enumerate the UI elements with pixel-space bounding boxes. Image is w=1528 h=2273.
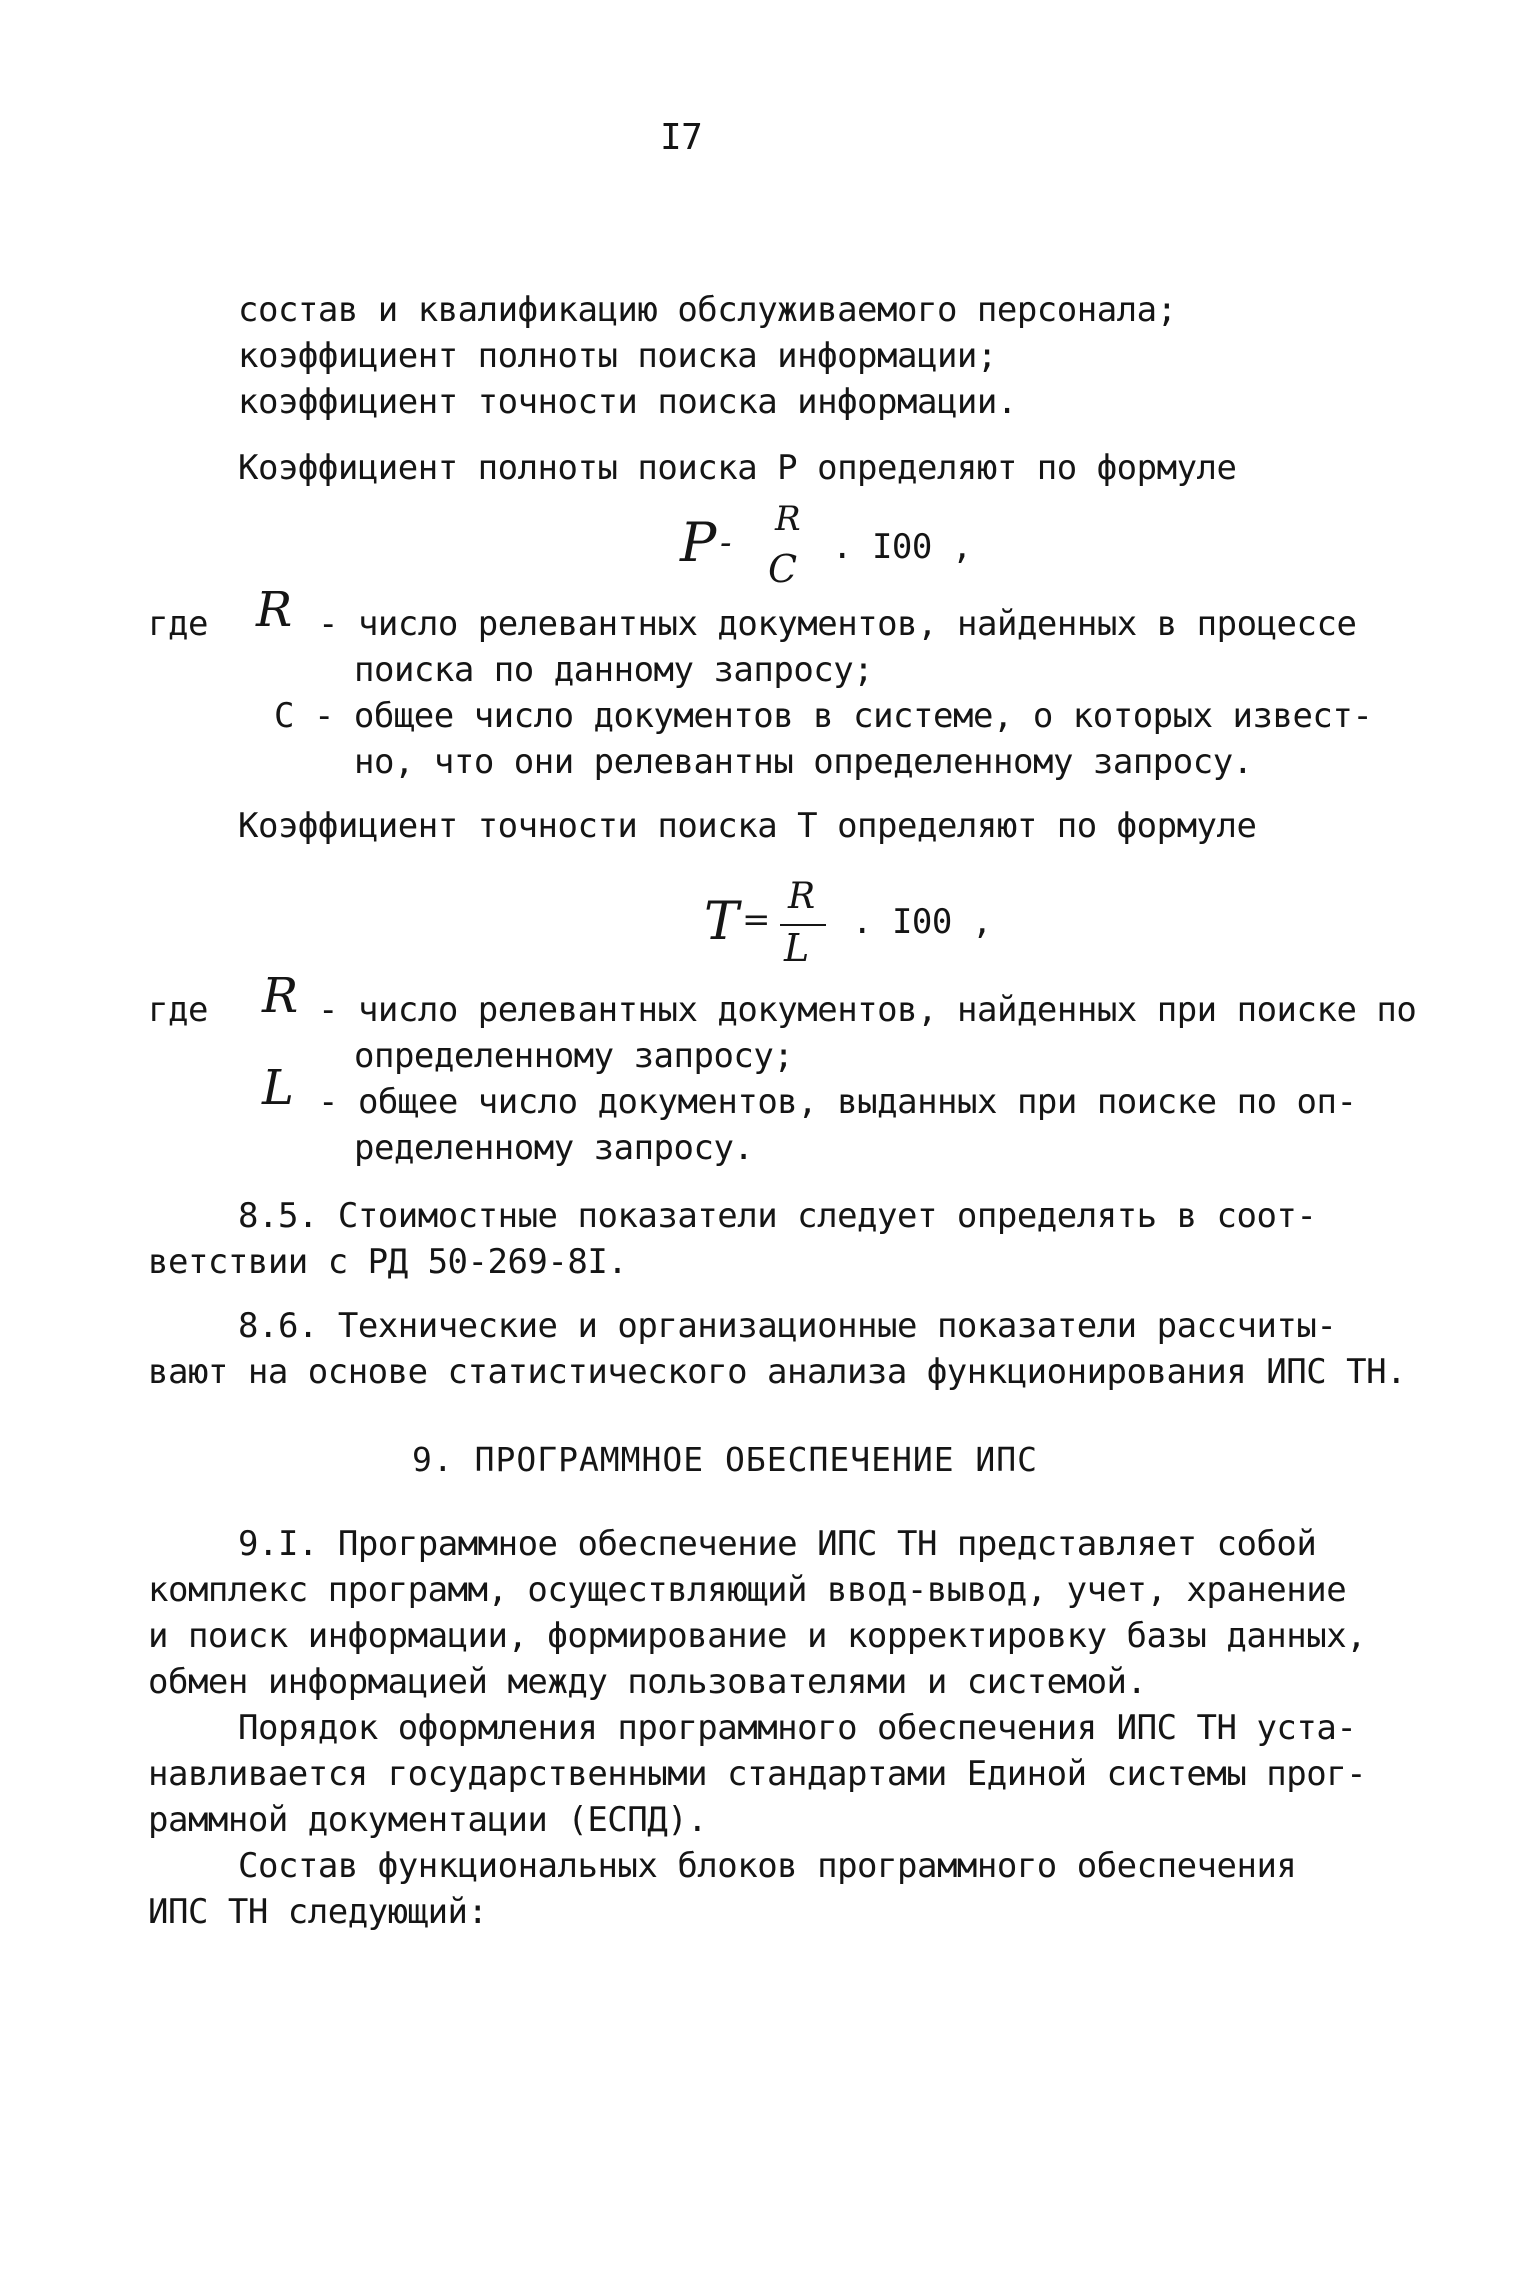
definition-line: - число релевантных документов, найденных в процессе <box>318 604 1357 644</box>
definition-line: - число релевантных документов, найденных при поиске по <box>318 990 1417 1030</box>
paragraph-line: Состав функциональных блоков программного обеспечения <box>238 1846 1297 1886</box>
formula-precision <box>704 876 1004 975</box>
symbol-l: L <box>262 1060 294 1116</box>
paragraph-line: обмен информацией между пользователями и системой. <box>148 1662 1147 1702</box>
formula-numerator: R <box>775 499 801 539</box>
paragraph-line: ветствии с РД 50-269-8I. <box>148 1242 628 1282</box>
formula-operator: = <box>742 900 771 940</box>
formula-operator: - <box>720 523 732 563</box>
paragraph-line: 8.6. Технические и организационные показатели рассчиты- <box>238 1306 1337 1346</box>
definition-line: ределенному запросу. <box>354 1128 754 1168</box>
paragraph-line: ИПС ТН следующий: <box>148 1892 488 1932</box>
paragraph-line: вают на основе статистического анализа функционирования ИПС ТН. <box>148 1352 1407 1392</box>
text-line: Коэффициент точности поиска Т определяют по формуле <box>238 806 1257 846</box>
formula-lhs: T <box>704 892 739 952</box>
formula-multiplier: . I00 , <box>852 902 992 942</box>
formula-completeness <box>680 499 980 595</box>
section-title: 9. ПРОГРАММНОЕ ОБЕСПЕЧЕНИЕ ИПС <box>412 1440 1039 1479</box>
symbol-r: R <box>262 968 298 1024</box>
definition-line: поиска по данному запросу; <box>354 650 874 690</box>
formula-denominator: L <box>784 926 810 970</box>
definition-line: определенному запросу; <box>354 1036 794 1076</box>
text-line: Коэффициент полноты поиска Р определяют по формуле <box>238 448 1237 488</box>
paragraph-line: 8.5. Стоимостные показатели следует определять в соот- <box>238 1196 1317 1236</box>
symbol-r: R <box>256 582 292 638</box>
paragraph-line: Порядок оформления программного обеспечения ИПС ТН уста- <box>238 1708 1357 1748</box>
formula-numerator: R <box>788 876 816 917</box>
text-line: коэффициент точности поиска информации. <box>238 382 1017 422</box>
text-line: состав и квалификацию обслуживаемого персонала; <box>238 290 1177 330</box>
paragraph-line: навливается государственными стандартами Единой системы прог- <box>148 1754 1367 1794</box>
paragraph-line: и поиск информации, формирование и корректировку базы данных, <box>148 1616 1367 1656</box>
definition-line: но, что они релевантны определенному запросу. <box>354 742 1253 782</box>
page-number: I7 <box>660 117 703 158</box>
where-label: где <box>148 604 208 644</box>
definition-line: - общее число документов, выданных при поиске по оп- <box>318 1082 1357 1122</box>
text-line: коэффициент полноты поиска информации; <box>238 336 997 376</box>
paragraph-line: комплекс программ, осуществляющий ввод-вывод, учет, хранение <box>148 1570 1347 1610</box>
where-label: где <box>148 990 208 1030</box>
formula-multiplier: . I00 , <box>832 527 972 567</box>
formula-denominator: C <box>768 547 798 591</box>
paragraph-line: 9.I. Программное обеспечение ИПС ТН представляет собой <box>238 1524 1317 1564</box>
formula-lhs: P <box>680 511 717 574</box>
paragraph-line: раммной документации (ЕСПД). <box>148 1800 708 1840</box>
definition-line: С - общее число документов в системе, о которых извест- <box>274 696 1373 736</box>
